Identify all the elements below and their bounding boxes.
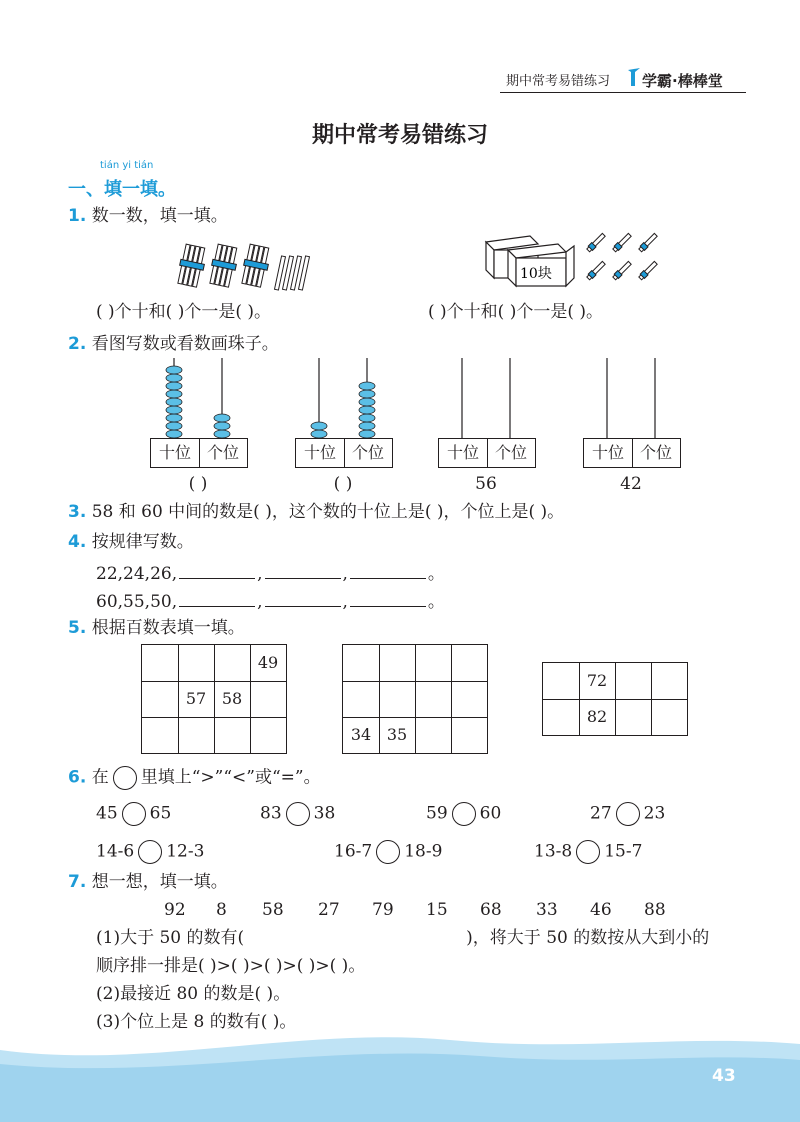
abacus-bead xyxy=(214,414,230,422)
abacus-rods-4 xyxy=(583,354,679,438)
page-title: 期中常考易错练习 xyxy=(311,123,488,148)
comparison-right: 23 xyxy=(643,803,666,824)
q4-line xyxy=(68,532,194,552)
abacus-bead xyxy=(166,406,182,414)
brand-logo-icon xyxy=(626,66,642,88)
hundred-grid-3 xyxy=(542,662,688,736)
q4-sep: , xyxy=(257,592,263,612)
q7-number-item: 88 xyxy=(644,900,666,920)
q7-number-item: 46 xyxy=(590,900,612,920)
ones-label: 个位 xyxy=(351,443,384,462)
abacus-bead xyxy=(359,398,375,406)
hundred-grid-1 xyxy=(141,644,287,754)
comparison-item xyxy=(426,802,501,826)
abacus-rods-2 xyxy=(295,354,391,438)
q1-prompt: 数一数，填一填。 xyxy=(91,206,228,226)
comparison-circle[interactable] xyxy=(452,802,476,826)
abacus-bead xyxy=(359,390,375,398)
comparison-left: 27 xyxy=(590,803,612,824)
page-number: 43 xyxy=(712,1066,736,1086)
comparison-circle[interactable] xyxy=(138,840,162,864)
abacus-bead xyxy=(166,422,182,430)
q7-number: 7. xyxy=(68,872,87,892)
q3-text[interactable]: 58 和 60 中间的数是( )，这个数的十位上是( )，个位上是( )。 xyxy=(91,502,565,522)
header-rule xyxy=(500,92,746,93)
q1-blank-right[interactable]: ( )个十和( )个一是( )。 xyxy=(428,302,604,322)
q2-line xyxy=(68,334,279,354)
abacus-bead xyxy=(214,430,230,438)
abacus-bead xyxy=(166,366,182,374)
box-label: 10块 xyxy=(520,266,552,282)
q7-number-item: 92 xyxy=(164,900,186,920)
abacus-bead xyxy=(166,414,182,422)
comparison-right: 12-3 xyxy=(166,841,205,862)
q7-part3[interactable]: (3)个位上是 8 的数有( )。 xyxy=(96,1012,297,1032)
ones-label: 个位 xyxy=(206,443,239,462)
abacus-bead xyxy=(359,406,375,414)
q4-sep: , xyxy=(342,592,348,612)
q4-sep: , xyxy=(342,564,348,584)
abacus-bead xyxy=(359,382,375,390)
abacus-place-box xyxy=(295,438,393,468)
grid3-cell-82: 82 xyxy=(586,707,608,726)
q1-number: 1. xyxy=(68,206,87,226)
q2-number: 2. xyxy=(68,334,87,354)
abacus-bead xyxy=(214,422,230,430)
comparison-item xyxy=(534,840,642,864)
tens-label: 十位 xyxy=(591,443,624,462)
q7-part1-line xyxy=(96,928,709,948)
abacus-bead xyxy=(166,382,182,390)
abacus-rods-1 xyxy=(150,354,246,438)
comparison-left: 13-8 xyxy=(534,841,573,862)
ones-label: 个位 xyxy=(494,443,527,462)
comparison-right: 15-7 xyxy=(604,841,643,862)
abacus-bead xyxy=(359,430,375,438)
q2-prompt: 看图写数或看数画珠子。 xyxy=(91,334,279,354)
q4-end: 。 xyxy=(427,592,445,612)
q6-number: 6. xyxy=(68,767,87,788)
q4-seq2-blank-3[interactable] xyxy=(350,592,426,607)
tens-label: 十位 xyxy=(158,443,191,462)
q4-seq1-blank-1[interactable] xyxy=(179,564,255,579)
abacus-answer[interactable]: ( ) xyxy=(188,474,208,494)
q6-circle-example xyxy=(113,766,137,790)
q6-prompt-b: 里填上“>”“<”或“=”。 xyxy=(140,767,321,788)
comparison-circle[interactable] xyxy=(616,802,640,826)
q4-seq2-blank-2[interactable] xyxy=(265,592,341,607)
q4-seq2-text: 60,55,50, xyxy=(96,592,178,612)
comparison-circle[interactable] xyxy=(376,840,400,864)
q7-number-item: 68 xyxy=(480,900,502,920)
q4-seq1-text: 22,24,26, xyxy=(96,564,178,584)
abacus-bead xyxy=(166,430,182,438)
q7-number-item: 15 xyxy=(426,900,448,920)
comparison-left: 16-7 xyxy=(334,841,373,862)
comparison-left: 59 xyxy=(426,803,448,824)
abacus-rods-3 xyxy=(438,354,534,438)
q6-line xyxy=(68,766,321,790)
section-heading: 一、填一填。 xyxy=(68,179,176,200)
q7-number-item: 79 xyxy=(372,900,394,920)
abacus-place-box xyxy=(150,438,248,468)
comparison-right: 18-9 xyxy=(404,841,443,862)
grid1-cell-49: 49 xyxy=(257,653,279,672)
comparison-right: 65 xyxy=(149,803,172,824)
q5-number: 5. xyxy=(68,618,87,638)
q4-seq1-blank-2[interactable] xyxy=(265,564,341,579)
q7-p1a: (1)大于 50 的数有( xyxy=(96,928,245,948)
comparison-item xyxy=(334,840,442,864)
comparison-circle[interactable] xyxy=(122,802,146,826)
comparison-left: 45 xyxy=(96,803,118,824)
q1-line xyxy=(68,206,228,226)
abacus-bead xyxy=(166,374,182,382)
abacus-bead xyxy=(359,414,375,422)
comparison-item xyxy=(260,802,335,826)
grid2-cell-35: 35 xyxy=(386,725,408,744)
q7-number-item: 8 xyxy=(216,900,227,920)
q7-part2[interactable]: (2)最接近 80 的数是( )。 xyxy=(96,984,291,1004)
q7-line xyxy=(68,872,228,892)
q4-end: 。 xyxy=(427,564,445,584)
q7-prompt: 想一想，填一填。 xyxy=(91,872,228,892)
q5-line xyxy=(68,618,245,638)
tens-label: 十位 xyxy=(303,443,336,462)
tens-label: 十位 xyxy=(446,443,479,462)
comparison-right: 60 xyxy=(479,803,502,824)
q4-sequence-1 xyxy=(96,564,445,584)
grid1-cell-57: 57 xyxy=(185,689,207,708)
comparison-item xyxy=(96,840,204,864)
q1-blank-left[interactable]: ( )个十和( )个一是( )。 xyxy=(96,302,272,322)
abacus-place-box xyxy=(438,438,536,468)
ones-label: 个位 xyxy=(639,443,672,462)
hundred-grid-2 xyxy=(342,644,488,754)
abacus-bead xyxy=(166,390,182,398)
q7-number-item: 27 xyxy=(318,900,340,920)
q3-line xyxy=(68,502,564,522)
q3-number: 3. xyxy=(68,502,87,522)
abacus-place-box xyxy=(583,438,681,468)
abacus-answer[interactable]: ( ) xyxy=(333,474,353,494)
q4-sequence-2 xyxy=(96,592,445,612)
q4-prompt: 按规律写数。 xyxy=(91,532,194,552)
comparison-right: 38 xyxy=(313,803,336,824)
pencils-illustration xyxy=(584,232,664,288)
q4-seq2-blank-1[interactable] xyxy=(179,592,255,607)
running-title: 期中常考易错练习 xyxy=(506,74,611,89)
abacus-bead xyxy=(166,398,182,406)
abacus-bead xyxy=(359,422,375,430)
comparison-left: 14-6 xyxy=(96,841,135,862)
q4-seq1-blank-3[interactable] xyxy=(350,564,426,579)
footer-wave xyxy=(0,1030,800,1122)
comparison-left: 83 xyxy=(260,803,282,824)
boxes-illustration xyxy=(480,226,584,292)
abacus-answer[interactable]: 42 xyxy=(620,474,642,494)
abacus-answer[interactable]: 56 xyxy=(475,474,497,494)
grid1-cell-58: 58 xyxy=(221,689,243,708)
q7-number-item: 33 xyxy=(536,900,558,920)
comparison-circle[interactable] xyxy=(286,802,310,826)
q7-number-item: 58 xyxy=(262,900,284,920)
stick-bundles-illustration xyxy=(170,240,320,292)
q5-prompt: 根据百数表填一填。 xyxy=(91,618,245,638)
comparison-circle[interactable] xyxy=(576,840,600,864)
abacus-bead xyxy=(311,422,327,430)
q7-p1b: )，将大于 50 的数按从大到小的 xyxy=(466,928,710,948)
grid2-cell-34: 34 xyxy=(350,725,372,744)
q4-number: 4. xyxy=(68,532,87,552)
grid3-cell-72: 72 xyxy=(586,671,608,690)
brand-name: 学霸·棒棒堂 xyxy=(642,72,723,90)
abacus-bead xyxy=(311,430,327,438)
comparison-item xyxy=(96,802,171,826)
comparison-item xyxy=(590,802,665,826)
q4-sep: , xyxy=(257,564,263,584)
q6-prompt-a: 在 xyxy=(91,767,109,788)
section-pinyin: tián yi tián xyxy=(100,160,154,171)
q7-part1-order[interactable]: 顺序排一排是( )>( )>( )>( )>( )。 xyxy=(96,956,366,976)
